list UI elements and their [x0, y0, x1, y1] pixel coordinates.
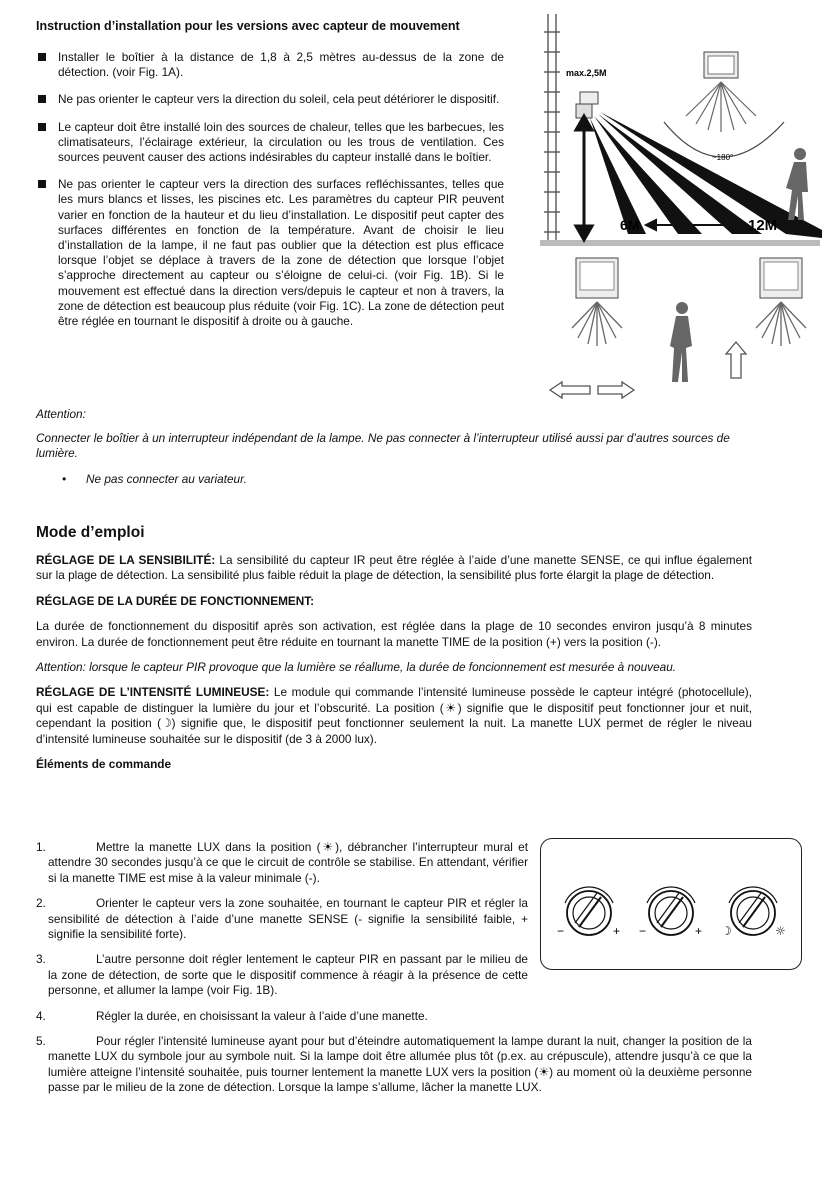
- list-item: 1. Mettre la manette LUX dans la position (☀), débrancher l’interrupteur mural et attendre 30 secondes jusqu’à ce que le circuit de contrôle se stabilise. En attendant, vérifier si la manette TIME est mise à la valeur minimale (-).: [36, 840, 528, 885]
- bullet-list: [36, 50, 504, 341]
- person-icon: [670, 302, 692, 382]
- time-knob[interactable]: [639, 887, 702, 938]
- list-item: • Ne pas connecter au variateur.: [62, 471, 247, 486]
- list-item: Ne pas orienter le capteur vers la direction des surfaces refléchissantes, telles que les murs blancs et lisses, les piscines etc. Les paramètres du capteur PIR peuvent varier en fonction de la hauteur et du lieu d’installation. Le dispositif peut capter des surfaces différentes en fonction de la température. Avant de choisir le lieu d’installation de la lampe, il ne faut pas oublier que la détection est plus efficace lorsque l’objet se déplace à travers de la zone de détection que lorsque l’objet s’approche directement au capteur ou s’éloigne de celui-ci. (voir Fig. 1B). Si le mouvement est effectué dans la direction vers/depuis le capteur et non à travers, la zone de détection est beaucoup plus réduite (voir Fig. 1C). La zone de détection peut être réglée en tournant le dispositif à droite ou à gauche.: [36, 177, 504, 329]
- angle-label: ~180°: [712, 153, 734, 162]
- attention-label: Attention:: [36, 407, 86, 421]
- square-bullet-icon: [38, 180, 46, 188]
- attention-text: Connecter le boîtier à un interrupteur indépendant de la lampe. Ne pas connecter à l’interrupteur utilisé aussi par d’autres sources de lumière.: [36, 430, 730, 460]
- knob-right-label: +: [613, 924, 621, 938]
- list-item: Installer le boîtier à la distance de 1,8 à 2,5 mètres au-dessus de la zone de détection. (voir Fig. 1A).: [36, 50, 504, 80]
- section-title: Instruction d’installation pour les versions avec capteur de mouvement: [36, 19, 460, 33]
- duration-attention: Attention: lorsque le capteur PIR provoque que la lumière se réallume, la durée de foncionnement est mesurée à nouveau.: [36, 660, 677, 675]
- mode-body: [36, 553, 752, 782]
- distance-12m-label: 12M: [748, 217, 778, 234]
- forward-arrow-icon: [726, 342, 746, 378]
- mode-title: Mode d’emploi: [36, 524, 145, 541]
- bullet-dot-icon: •: [62, 471, 67, 486]
- knobs-drawing: [541, 839, 801, 969]
- sense-knob[interactable]: [557, 887, 620, 938]
- list-item: 4. Régler la durée, en choisissant la valeur à l’aide d’une manette.: [36, 1008, 428, 1023]
- lateral-arrow-icon: [550, 382, 634, 398]
- list-item: 3. L’autre personne doit régler lentement le capteur PIR en passant par le milieu de la zone de détection, de sorte que le dispositif commence à réagir à la présence de cette personne, et allumer la lampe (voir Fig. 1B).: [36, 952, 528, 998]
- detection-zone-figure: [536, 12, 824, 402]
- attention-block: [36, 407, 756, 487]
- sun-icon: ☼: [775, 924, 786, 938]
- square-bullet-icon: [38, 53, 46, 61]
- max-height-label: max.2,5M: [566, 68, 607, 78]
- duration-paragraph: La durée de fonctionnement du dispositif après son activation, est réglée dans la plage de 10 secondes environ jusqu’à 8 minutes environ. La durée de fonctionnement peut être réduite en tournant la manette TIME de la position (+) vers la position (-).: [36, 619, 752, 649]
- person-icon: [786, 148, 808, 220]
- square-bullet-icon: [38, 123, 46, 131]
- moon-icon: ☽: [721, 924, 732, 938]
- control-knobs-panel: [540, 838, 802, 970]
- duration-heading: RÉGLAGE DE LA DURÉE DE FONCTIONNEMENT:: [36, 593, 315, 608]
- list-item: 5. Pour régler l’intensité lumineuse ayant pour but d’éteindre automatiquement la lampe durant la nuit, changer la position de la manette LUX du symbole jour au symbole nuit. Si la lampe doit être allumée plus tôt (p.ex. au crépuscule), attendre jusqu’à ce que la lumière atteigne l’intensité souhaitée, puis tourner lentement la manette LUX vers la position (☀) au moment où la deuxième personne passe par le milieu de la zone de détection. Lorsque la lampe s’allume, lâcher la manette LUX.: [36, 1034, 752, 1095]
- sensitivity-paragraph: RÉGLAGE DE LA SENSIBILITÉ: La sensibilité du capteur IR peut être réglée à l’aide d’une manette SENSE, ce qui influe également sur la plage de détection. La sensibilité plus faible réduit la plage de détection, la sensibilité plus forte élargit la plage de détection.: [36, 553, 752, 583]
- list-item: Le capteur doit être installé loin des sources de chaleur, telles que les barbecues, les climatisateurs, l’éclairage extérieur, la circulation ou les trous de ventilation. Ces sources peuvent causer des actions indésirables du capteur installé dans le boîtier.: [36, 120, 504, 166]
- list-item: 2. Orienter le capteur vers la zone souhaitée, en tournant le capteur PIR et régler la sensibilité de détection à l’aide d’une manette SENSE (- signifie la sensibilité faible, + signifie la sensibilité forte).: [36, 896, 528, 942]
- luminosity-paragraph: RÉGLAGE DE L’INTENSITÉ LUMINEUSE: Le module qui commande l’intensité lumineuse possède le capteur intégré (photocellule), qui est capable de distinguer la lumière du jour et l’obscurité. La position (☀) signifie que le dispositif peut fonctionner jour et nuit, cependant la position (☽) signifie que, le dispositif peut fonctionner seulement la nuit. La manette LUX permet de régler le niveau d’intensité lumineuse souhaitée sur le dispositif (de 3 à 2000 lux).: [36, 685, 752, 746]
- lux-knob[interactable]: [721, 887, 786, 938]
- square-bullet-icon: [38, 95, 46, 103]
- list-item: Ne pas orienter le capteur vers la direction du soleil, cela peut détériorer le dispositif.: [36, 92, 504, 107]
- elements-heading: Éléments de commande: [36, 757, 172, 772]
- knob-right-label: +: [695, 924, 703, 938]
- knob-left-label: −: [639, 924, 647, 938]
- distance-6m-label: 6M: [620, 217, 640, 233]
- knob-left-label: −: [557, 924, 565, 938]
